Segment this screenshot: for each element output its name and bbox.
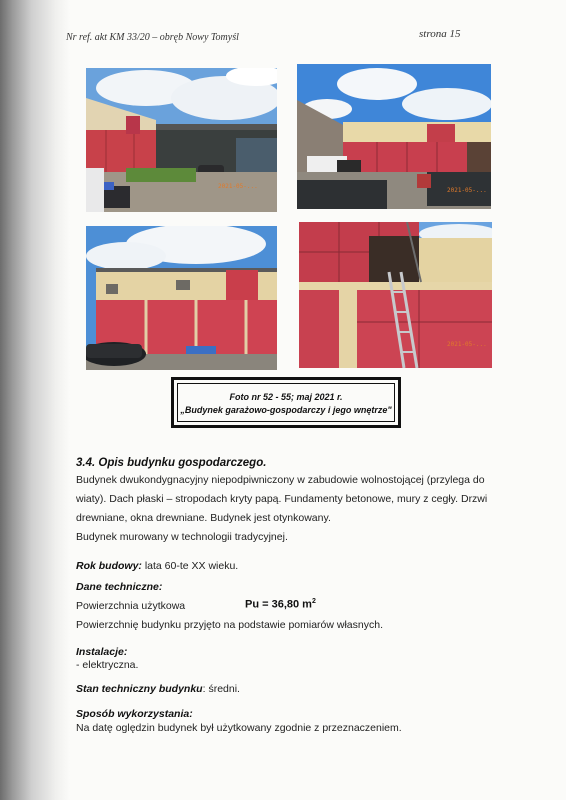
technical-condition: [76, 683, 240, 695]
photo-date-stamp: 2021-05-...: [447, 187, 487, 194]
section-title: 3.4. Opis budynku gospodarczego.: [76, 457, 267, 469]
installations-label: Instalacje:: [76, 646, 128, 658]
page-number: strona 15: [419, 28, 461, 40]
caption-photo-numbers: Foto nr 52 - 55; maj 2021 r.: [229, 392, 343, 402]
description-line-1: Budynek dwukondygnacyjny niepodpiwniczony w zabudowie wolnostojącej (przylega do: [76, 474, 485, 486]
technical-condition-value: : średni.: [202, 683, 240, 695]
usage-label: Sposób wykorzystania:: [76, 708, 193, 720]
installation-item-electric: - elektryczna.: [76, 659, 139, 671]
document-reference: Nr ref. akt KM 33/20 – obręb Nowy Tomyśl: [66, 32, 239, 43]
area-measurement-note: Powierzchnię budynku przyjęto na podstawie pomiarów własnych.: [76, 619, 383, 631]
technical-condition-label: Stan techniczny budynku: [76, 683, 203, 695]
technology-line: Budynek murowany w technologii tradycyjnej.: [76, 531, 288, 543]
usage-text: Na datę oględzin budynek był użytkowany zgodnie z przeznaczeniem.: [76, 722, 402, 734]
caption-title: „Budynek garażowo-gospodarczy i jego wnętrze": [180, 405, 392, 415]
photo-garage-doors-ladder: [299, 222, 492, 368]
usable-area-value: [245, 598, 316, 611]
usable-area-unit-exponent: 2: [311, 598, 316, 605]
photo-date-stamp: 2021-05-...: [447, 341, 487, 348]
technical-data-label: Dane techniczne:: [76, 581, 163, 593]
construction-year: [76, 560, 238, 572]
construction-year-value: lata 60-te XX wieku.: [141, 560, 239, 572]
usable-area-formula: Pu = 36,80 m: [245, 598, 312, 611]
photo-garage-courtyard-left: [86, 68, 277, 212]
construction-year-label: Rok budowy:: [76, 560, 142, 572]
scan-left-shadow: [0, 0, 70, 800]
description-paragraph: [76, 471, 508, 547]
usable-area-label: Powierzchnia użytkowa: [76, 600, 186, 612]
photo-garage-courtyard-front: [297, 64, 491, 209]
description-line-3: drewniane, okna drewniane. Budynek jest otynkowany.: [76, 512, 331, 524]
photo-garage-facade: [86, 226, 277, 370]
photo-date-stamp: 2021-05-...: [218, 183, 258, 190]
photo-caption-box: [171, 377, 401, 428]
description-line-2: wiaty). Dach płaski – stropodach kryty papą. Fundamenty betonowe, mury z cegły. Drzwi: [76, 493, 488, 505]
